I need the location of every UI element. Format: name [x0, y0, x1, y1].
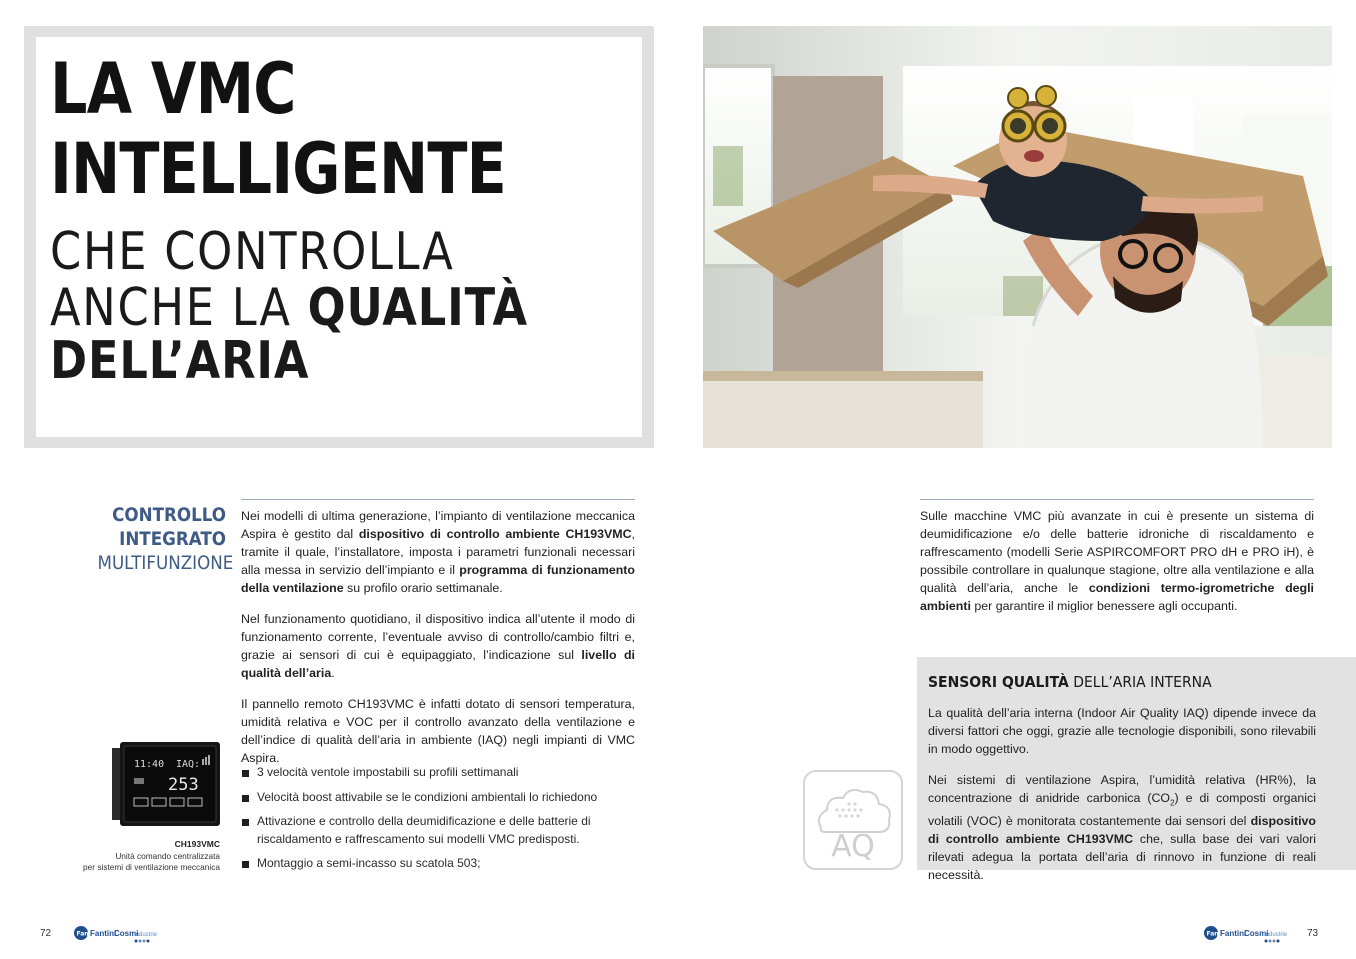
svg-text:Industrie: Industrie — [1264, 932, 1288, 938]
father-child-airplane-photo — [703, 26, 1332, 448]
page-number-right: 73 — [1307, 928, 1319, 939]
list-item: 3 velocità ventole impostabili su profili settimanali — [241, 764, 621, 782]
brand-logo-right — [1204, 924, 1288, 949]
title-line-2: INTELLIGENTE — [50, 128, 507, 210]
paragraph-3: Il pannello remoto CH193VMC è infatti dotato di sensori temperatura, umidità relativa e VOC per il controllo avanzato della ventilazione e dell’indice di qualità dell’aria in ambiente (IAQ) negli impianti di VMC Aspira. — [241, 697, 635, 765]
list-item: Attivazione e controllo della deumidificazione e delle batterie di riscaldamento e raffrescamento sui modelli VMC predisposti. — [241, 813, 621, 848]
title-line-1: LA VMC — [50, 48, 296, 130]
right-intro-text — [920, 507, 1314, 615]
box-paragraph-1: La qualità dell’aria interna (Indoor Air Quality IAQ) dipende invece da diversi fattori che oggi, grazie alle tecnologie disponibili, sono rilevabili in modo oggettivo. — [928, 706, 1316, 756]
device-caption-text: Unità comando centralizzata per sistemi di ventilazione meccanica — [83, 851, 220, 872]
svg-text:Fan: Fan — [76, 930, 89, 938]
device-time: 11:40 — [134, 759, 165, 770]
title-line-5: DELL’ARIA — [50, 331, 310, 391]
svg-text:Cosmi: Cosmi — [114, 929, 139, 938]
hero-photo — [703, 26, 1332, 448]
title-line-4: ANCHE LA QUALITÀ — [50, 278, 528, 338]
device-iaq-label: IAQ: — [176, 759, 201, 770]
list-item: Velocità boost attivabile se le condizioni ambientali lo richiedono — [241, 789, 621, 807]
box-paragraph-2: Nei sistemi di ventilazione Aspira, l’umidità relativa (HR%), la concentrazione di anidride carbonica $(CO_2)$ e di composti organici volatili (VOC) è monitorata costantemente dai sensori del dispositivo di controllo ambiente CH193VMC che, sulla base dei vari valori rilevati adegua la portata dell’aria di rinnovo in funzione di reali necessità. — [928, 773, 1316, 883]
sensori-box-title: SENSORI QUALITÀ DELL’ARIA INTERNA — [928, 673, 1212, 691]
paragraph-2: Nel funzionamento quotidiano, il dispositivo indica all’utente il modo di funzionamento corrente, l’eventuale avviso di controllo/cambio filtri e, grazie ai sensori di cui è equipaggiato, l’indicazione sul livello di qualità dell’aria. — [241, 612, 635, 680]
svg-text:Fantini: Fantini — [90, 929, 117, 938]
svg-text:Fan: Fan — [1206, 930, 1219, 938]
page-number-left: 72 — [40, 928, 52, 939]
left-body-text — [241, 507, 635, 780]
right-paragraph-1: Sulle macchine VMC più avanzate in cui è presente un sistema di deumidificazione e/o delle batterie idroniche di riscaldamento e raffrescamento (modelli Serie ASPIRCOMFORT PRO dH e PRO iH), è possibile controllare in qualunque stagione, oltre alla ventilazione e alla qualità dell’aria, anche le condizioni termo-igrometriche degli ambienti per garantire il miglior benessere agli occupanti. — [920, 509, 1314, 613]
svg-text:Cosmi: Cosmi — [1244, 929, 1269, 938]
section-heading-controllo-integrato: CONTROLLO INTEGRATO MULTIFUNZIONE — [97, 504, 234, 574]
ch193vmc-device-image — [112, 742, 222, 826]
sensori-box-text — [928, 704, 1316, 884]
list-item: Montaggio a semi-incasso su scatola 503; — [241, 855, 621, 873]
section-rule-right — [920, 499, 1314, 500]
section-rule-left — [241, 499, 635, 500]
title-line-3: CHE CONTROLLA — [50, 222, 455, 282]
aq-icon-label: AQ — [831, 829, 875, 864]
svg-text:Fantini: Fantini — [1220, 929, 1247, 938]
device-value: 253 — [168, 775, 199, 795]
device-caption-title: CH193VMC — [174, 839, 220, 849]
svg-text:Industrie: Industrie — [134, 932, 158, 938]
feature-list — [241, 764, 621, 880]
paragraph-1: Nei modelli di ultima generazione, l’impianto di ventilazione meccanica Aspira è gestito dal dispositivo di controllo ambiente CH193VMC, tramite il quale, l’installatore, imposta i parametri funzionali necessari alla messa in servizio dell’impianto e il programma di funzionamento della ventilazione su profilo orario settimanale. — [241, 509, 635, 595]
brand-logo-left — [74, 924, 158, 949]
air-quality-cloud-icon — [803, 770, 903, 870]
